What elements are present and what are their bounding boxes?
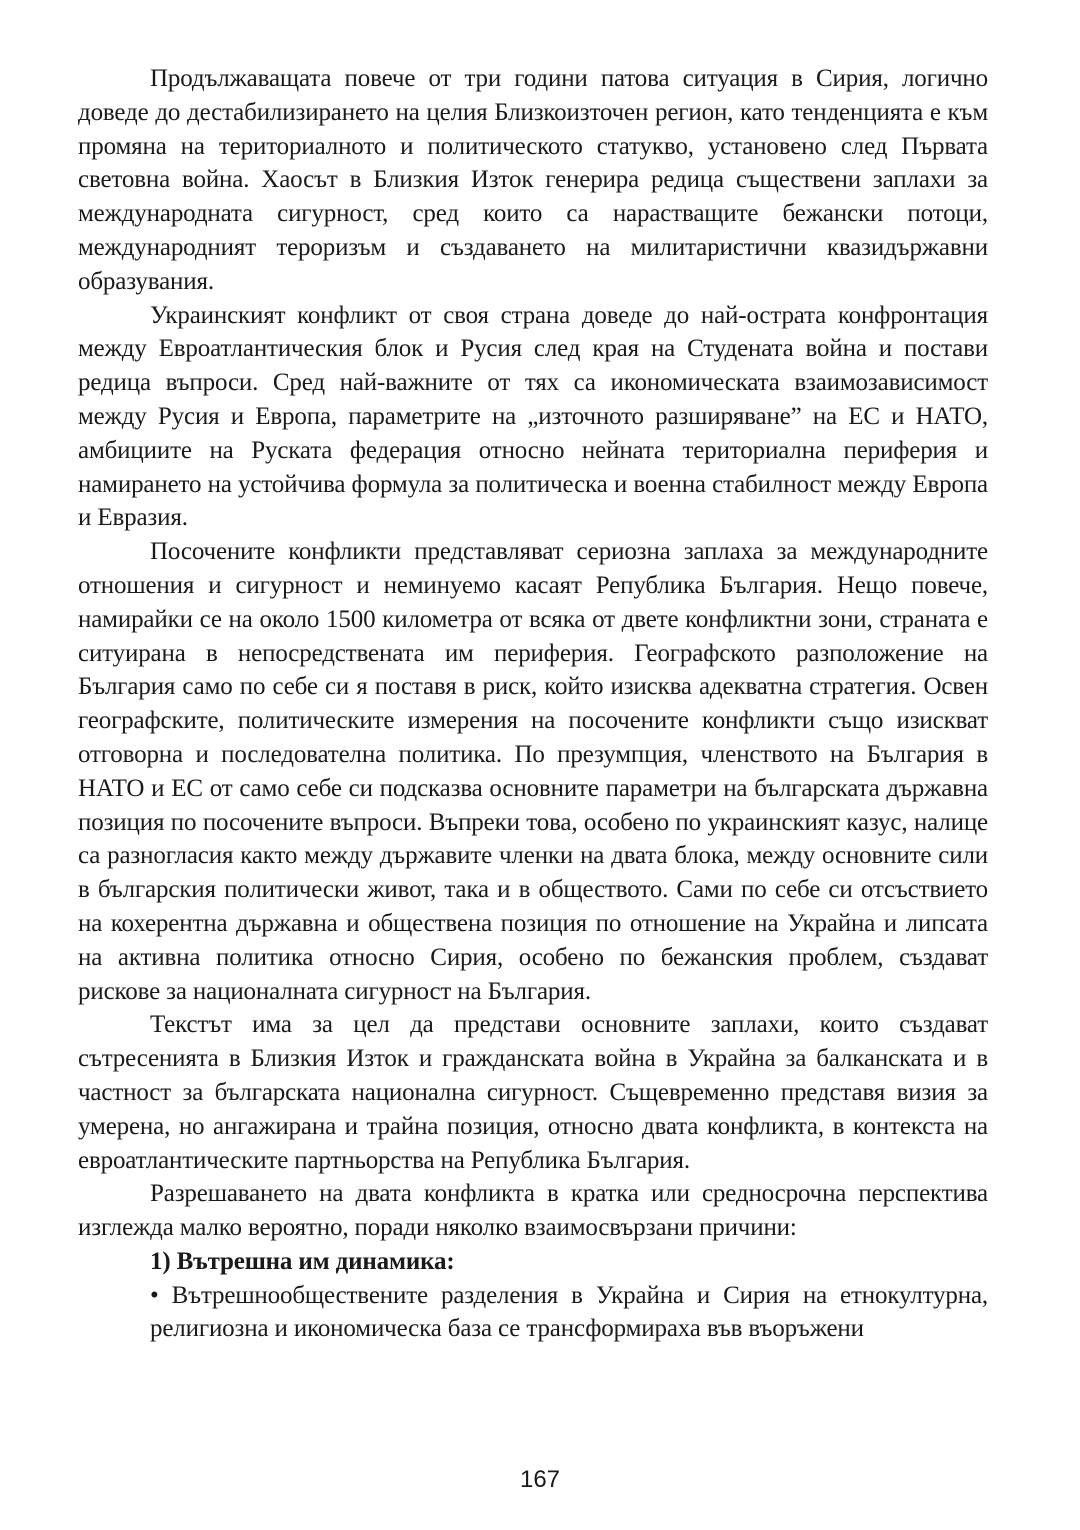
paragraph-bulgaria-risks: Посочените конфликти представляват сериозна заплаха за международните отношения и сигурност и неминуемо касаят Република България. Нещо повече, намирайки се на около 1500 километра от всяка от двете конфликтни зони, страната е ситуирана в непосредствената им периферия. Географското разположение на България само по себе си я поставя в риск, който изисква адекватна стратегия. Освен географските, политическите измерения на посочените конфликти също изискват отговорна и последователна политика. По презумпция, членството на България в НАТО и ЕС от само себе си подсказва основните параметри на българската държавна позиция по посочените въпроси. Въпреки това, особено по украинският казус, налице са разногласия както между държавите членки на двата блока, между основните сили в българския политически живот, така и в обществото. Сами по себе си отсъствието на кохерентна държавна и обществена позиция по отношение на Украйна и липсата на активна политика относно Сирия, особено по бежанския проблем, създават рискове за националната сигурност на България. [78, 538, 988, 1005]
page-number: 167 [519, 1466, 561, 1493]
paragraph-text-aim: Текстът има за цел да представи основните заплахи, които създават сътресенията в Близкия Изток и гражданската война в Украйна за балканската и в частност за българската национална сигурност. Същевременно представя визия за умерена, но ангажирана и трайна позиция, относно двата конфликта, в контекста на евроатлантическите партньорства на Република България. [78, 1011, 988, 1174]
paragraph-syria: Продължаващата повече от три години патова ситуация в Сирия, логично доведе до дестабилизирането на целия Близкоизточен регион, като тенденцията е към промяна на териториалното и политическото статукво, установено след Първата световна война. Хаосът в Близкия Изток генерира редица съществени заплахи за международната сигурност, сред които са нарастващите бежански потоци, международният тероризъм и създаването на милитаристични квазидържавни образувания. [78, 65, 988, 295]
paragraph-ukraine: Украинският конфликт от своя страна доведе до най-острата конфронтация между Евроатлантическия блок и Русия след края на Студената война и постави редица въпроси. Сред най-важните от тях са икономическата взаимозависимост между Русия и Европа, параметрите на „източното разширяване” на ЕС и НАТО, амбициите на Руската федерация относно нейната териториална периферия и намирането на устойчива формула за политическа и военна стабилност между Европа и Евразия. [78, 301, 988, 532]
body-text [78, 62, 988, 1346]
bullet-icon: • [150, 1281, 159, 1309]
list-item [78, 1279, 988, 1347]
list-heading: 1) Вътрешна им динамика: [150, 1247, 455, 1275]
paragraph-resolution: Разрешаването на двата конфликта в кратка или средносрочна перспектива изглежда малко вероятно, поради няколко взаимосвързани причини: [78, 1180, 988, 1242]
bullet-text: Вътрешнообществените разделения в Украйна и Сирия на етнокултурна, религиозна и икономическа база се трансформираха във въоръжени [150, 1281, 988, 1343]
